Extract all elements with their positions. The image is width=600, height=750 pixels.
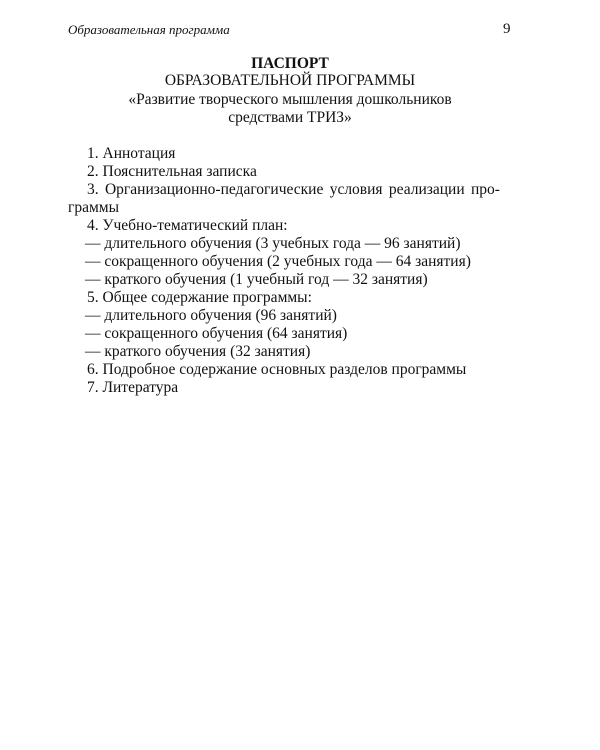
toc-item-explanatory-note: 2. Пояснительная записка [87, 163, 257, 180]
toc-item-conditions-word-2: Организационно-педагогические [104, 181, 324, 198]
toc-subitem-long-course-content: — длительного обучения (96 занятий) [85, 307, 337, 324]
toc-item-general-content: 5. Общее содержание программы: [87, 289, 312, 306]
toc-item-conditions-continuation: граммы [68, 199, 120, 216]
toc-subitem-reduced-course-content: — сокращенного обучения (64 занятия) [85, 325, 348, 342]
toc-item-conditions-word-3: условия [329, 181, 383, 198]
page-number: 9 [503, 21, 511, 37]
passport-title: ПАСПОРТ [251, 55, 329, 72]
toc-item-literature: 7. Литература [87, 379, 179, 396]
toc-item-conditions-word-5: про- [471, 181, 500, 198]
toc-subitem-long-course-plan: — длительного обучения (3 учебных года — 96 занятий) [85, 235, 461, 252]
program-name-line-2: средствами ТРИЗ» [228, 109, 352, 126]
toc-item-detailed-content: 6. Подробное содержание основных разделов программы [87, 361, 467, 378]
program-name-line-1: «Развитие творческого мышления дошкольников [128, 91, 452, 108]
running-header: Образовательная программа [68, 22, 230, 37]
toc-subitem-short-course-content: — краткого обучения (32 занятия) [85, 343, 311, 360]
program-subtitle: ОБРАЗОВАТЕЛЬНОЙ ПРОГРАММЫ [164, 72, 416, 89]
toc-item-conditions-word-1: 3. [87, 181, 99, 198]
toc-subitem-reduced-course-plan: — сокращенного обучения (2 учебных года — 64 занятия) [85, 253, 471, 270]
toc-item-conditions [87, 181, 500, 199]
table-of-contents [68, 145, 500, 397]
toc-item-conditions-word-4: реализации [388, 181, 465, 198]
toc-item-curriculum-plan: 4. Учебно-тематический план: [87, 217, 288, 234]
toc-subitem-short-course-plan: — краткого обучения (1 учебный год — 32 занятия) [85, 271, 428, 288]
toc-item-annotation: 1. Аннотация [87, 145, 176, 162]
